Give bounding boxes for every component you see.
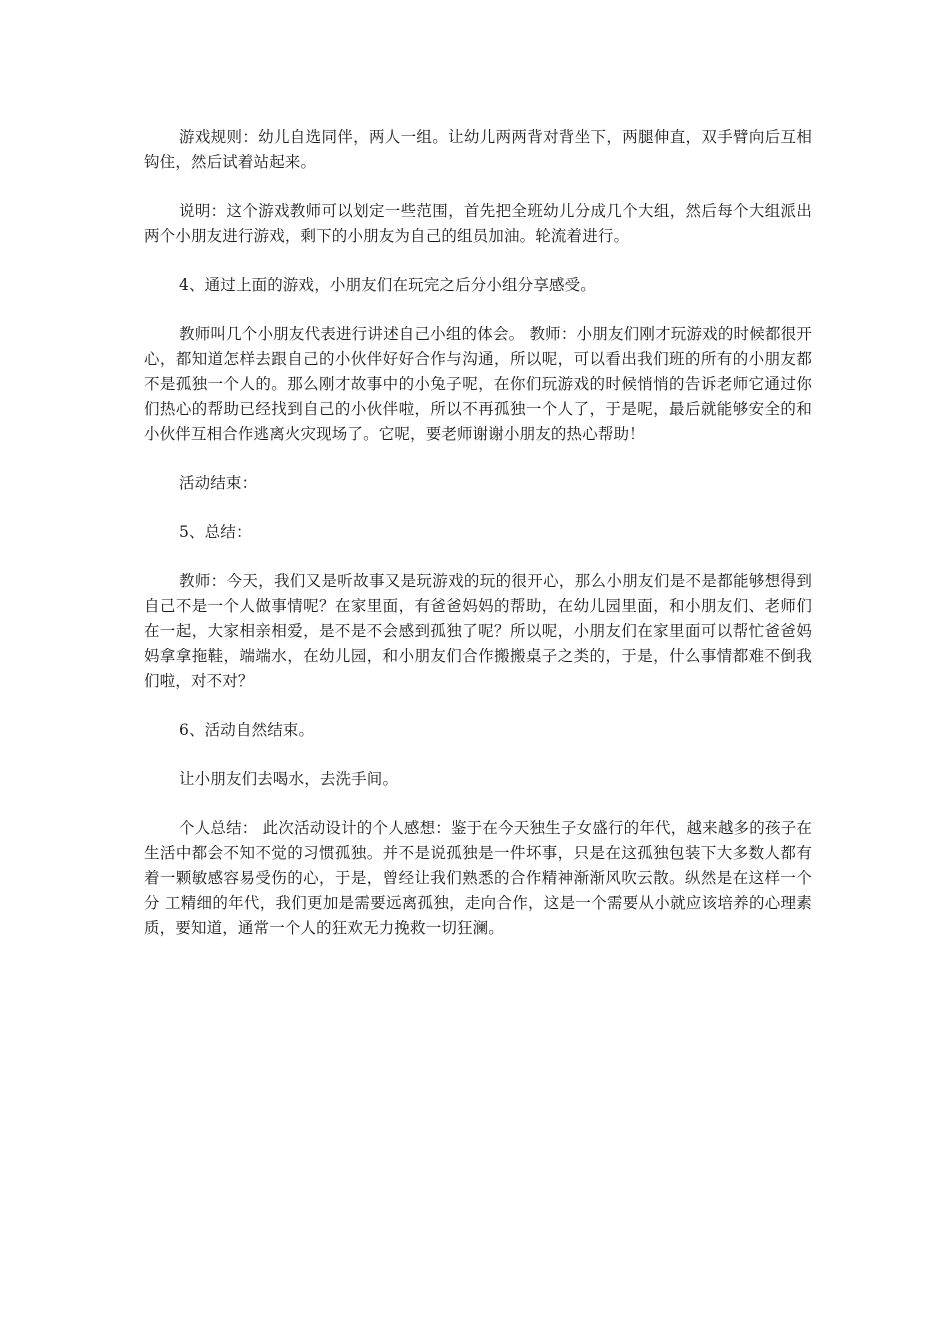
paragraph-teacher-summary: 教师叫几个小朋友代表进行讲述自己小组的体会。 教师：小朋友们刚才玩游戏的时候都很开心，都知道怎样去跟自己的小伙伴好好合作与沟通，所以呢，可以看出我们班的所有的小朋友都不是孤独一个人的。那么刚才故事中的小兔子呢，在你们玩游戏的时候悄悄的告诉老师它通过你们热心的帮助已经找到自己的小伙伴啦，所以不再孤独一个人了，于是呢，最后就能够安全的和小伙伴互相合作逃离火灾现场了。它呢，要老师谢谢小朋友的热心帮助！ bbox=[144, 325, 812, 443]
paragraph-step-4: 4、通过上面的游戏，小朋友们在玩完之后分小组分享感受。 bbox=[179, 276, 596, 294]
document-body bbox=[144, 125, 812, 965]
paragraph-drink-water: 让小朋友们去喝水，去洗手间。 bbox=[179, 770, 399, 788]
paragraph-activity-end: 活动结束： bbox=[179, 474, 258, 492]
paragraph-teacher-conclusion: 教师：今天，我们又是听故事又是玩游戏的玩的很开心，那么小朋友们是不是都能够想得到自己不是一个人做事情呢？在家里面，有爸爸妈妈的帮助，在幼儿园里面，和小朋友们、老师们在一起，大家相亲相爱，是不是不会感到孤独了呢？所以呢，小朋友们在家里面可以帮忙爸爸妈妈拿拿拖鞋，端端水，在幼儿园，和小朋友们合作搬搬桌子之类的，于是，什么事情都难不倒我们啦，对不对？ bbox=[144, 572, 812, 690]
paragraph-game-rules: 游戏规则：幼儿自选同伴，两人一组。让幼儿两两背对背坐下，两腿伸直，双手臂向后互相钩住，然后试着站起来。 bbox=[144, 128, 812, 171]
paragraph-explanation: 说明：这个游戏教师可以划定一些范围，首先把全班幼儿分成几个大组，然后每个大组派出两个小朋友进行游戏，剩下的小朋友为自己的组员加油。轮流着进行。 bbox=[144, 202, 812, 245]
paragraph-personal-summary: 个人总结： 此次活动设计的个人感想：鉴于在今天独生子女盛行的年代，越来越多的孩子在生活中都会不知不觉的习惯孤独。并不是说孤独是一件坏事，只是在这孤独包装下大多数人都有着一颗敏感容易受伤的心，于是，曾经让我们熟悉的合作精神渐渐风吹云散。纵然是在这样一个分 工精细的年代，我们更加是需要远离孤独，走向合作，这是一个需要从小就应该培养的心理素质，要知道，通常一个人的狂欢无力挽救一切狂澜。 bbox=[144, 819, 812, 937]
paragraph-step-6: 6、活动自然结束。 bbox=[179, 721, 315, 739]
paragraph-step-5: 5、总结： bbox=[179, 523, 252, 541]
